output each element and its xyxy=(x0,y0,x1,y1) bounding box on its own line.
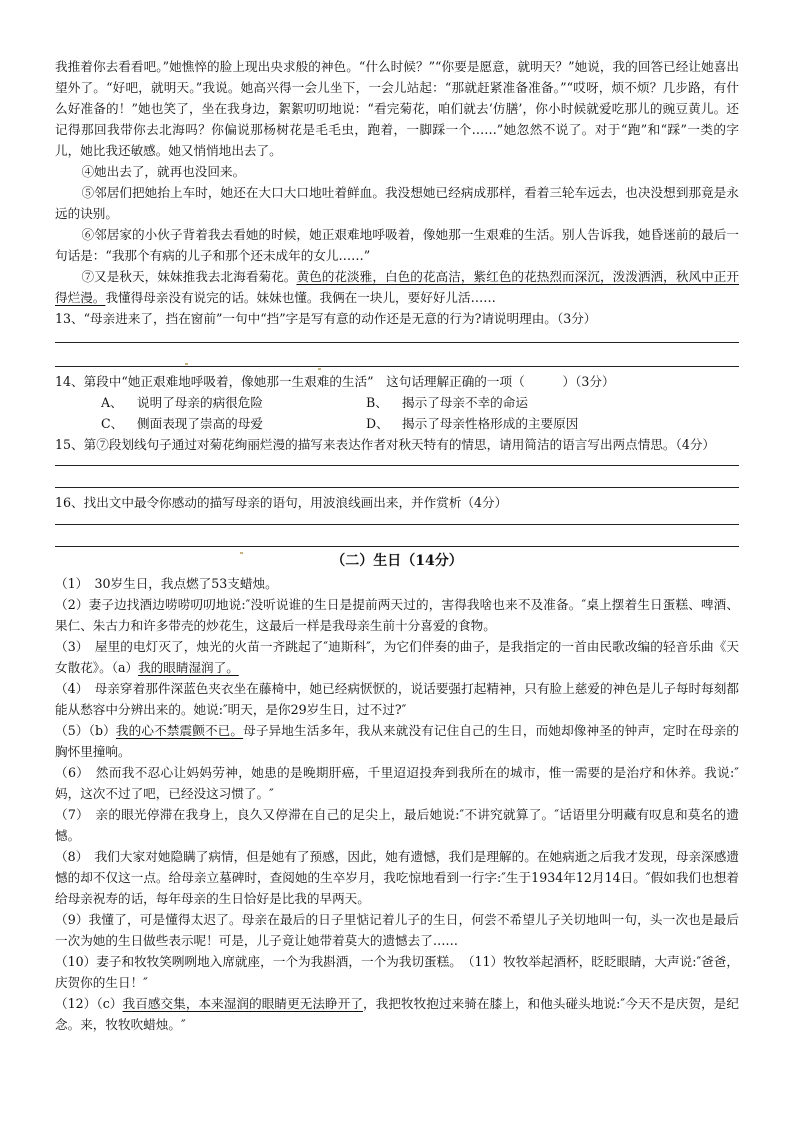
question-13: 13、“母亲进来了，挡在窗前”一句中“挡”字是写有意的动作还是无意的行为?请说明理由。（3分） xyxy=(55,311,597,326)
paragraph-7-underlined: 黄色的花淡雅，白色的花高洁，紫红色的花热烈而深沉，泼泼洒洒，秋风中正开得烂漫。 xyxy=(55,269,740,305)
option-d[interactable]: D、 揭示了母亲性格形成的主要原因 xyxy=(366,416,579,431)
option-a[interactable]: A、 说明了母亲的病很危险 xyxy=(101,395,263,410)
paragraph-3: 我推着你去看看吧。”她憔悴的脸上现出央求般的神色。“什么时候？”“你要是愿意，就明天？”她说，我的回答已经让她喜出望外了。“好吧，就明天。”我说。她高兴得一会儿坐下，一会儿站起：“那就赶紧准备准备。”“哎呀，烦不烦？几步路，有什么好准备的！”她也笑了，坐在我身边，絮絮叨叨地说：“看完菊花，咱们就去‘仿膳’，你小时候就爱吃那儿的豌豆黄儿。还记得那回我带你去北海吗？你偏说那杨树花是毛毛虫，跑着，一脚踩一个……”她忽然不说了。对于“跑”和“踩”一类的字儿，她比我还敏感。她又悄悄地出去了。 xyxy=(55,59,739,158)
paragraph-5: ⑤邻居们把她抬上车时，她还在大口大口地吐着鲜血。我没想她已经病成那样，看着三轮车远去，也决没想到那竟是永远的诀别。 xyxy=(55,185,739,221)
birthday-paragraph-9: （9）我懂了，可是懂得太迟了。母亲在最后的日子里惦记着儿子的生日，何尝不希望儿子关切地叫一句，头一次也是最后一次为她的生日做些表示呢！可是，儿子竟让她带着莫大的遗憾去了…… xyxy=(55,912,739,948)
question-14-options xyxy=(101,392,739,434)
birthday-paragraph-5: （5）（b）我的心不禁震颤不已。母子异地生活多年，我从来就没有记住自己的生日，而她却像神圣的钟声，定时在母亲的胸怀里撞响。 xyxy=(55,723,739,759)
birthday-paragraph-10-11: （10）妻子和牧牧笑咧咧地入席就座，一个为我斟酒，一个为我切蛋糕。 （11）牧牧举起酒杯，眨眨眼睛，大声说:″爸爸，庆贺你的生日！″ xyxy=(55,954,739,990)
scan-speck xyxy=(318,368,321,370)
birthday-paragraph-2: （2）妻子边找酒边唠唠叨叨地说:″没听说谁的生日是提前两天过的，害得我啥也来不及准备。″桌上摆着生日蛋糕、啤酒、果仁、朱古力和许多带壳的炒花生，这最后一样是我母亲生前十分喜爱的食物。 xyxy=(55,597,739,633)
question-14: 14、第段中“她正艰难地呼吸着，像她那一生艰难的生活” 这句话理解正确的一项（ ）（3分） xyxy=(55,374,615,389)
underlined-sentence-c: 我百感交集，本来湿润的眼睛更无法睁开了 xyxy=(122,996,364,1011)
paragraph-7-start: ⑦又是秋天，妹妹推我去北海看菊花。 xyxy=(81,269,297,284)
birthday-paragraph-7: （7） 亲的眼光停滞在我身上，良久又停滞在自己的足尖上，最后她说:″不讲究就算了。″话语里分明藏有叹息和莫名的遗憾。 xyxy=(55,807,739,843)
birthday-paragraph-3: （3） 屋里的电灯灭了，烛光的火苗一齐跳起了″迪斯科″，为它们伴奏的曲子，是我指定的一首由民歌改编的轻音乐曲《天女散花》。（a）我的眼睛湿润了。 xyxy=(55,639,739,675)
scan-speck xyxy=(240,552,243,554)
answer-line-13b[interactable] xyxy=(55,366,739,367)
birthday-paragraph-1: （1） 30岁生日，我点燃了53支蜡烛。 xyxy=(55,576,278,591)
birthday-paragraph-4: （4） 母亲穿着那件深蓝色夹衣坐在藤椅中，她已经病恹恹的，说话要强打起精神，只有脸上慈爱的神色是儿子每时每刻都能从愁容中分辨出来的。她说:″明天，是你29岁生日，过不过?″ xyxy=(55,681,739,717)
question-16: 16、找出文中最令你感动的描写母亲的语句，用波浪线画出来，并作赏析（4分） xyxy=(55,495,508,510)
option-c[interactable]: C、 侧面表现了崇高的母爱 xyxy=(101,416,263,431)
answer-line-13a[interactable] xyxy=(55,342,739,343)
underlined-sentence-b: 我的心不禁震颤不已。 xyxy=(115,723,244,738)
question-15: 15、第⑦段划线句子通过对菊花绚丽烂漫的描写来表达作者对秋天特有的情思，请用简洁的语言写出两点情思。（4分） xyxy=(55,437,716,452)
exam-page xyxy=(55,56,739,1035)
answer-line-15b[interactable] xyxy=(55,487,739,488)
paragraph-7-end: 我懂得母亲没有说完的话。妹妹也懂。我俩在一块儿，要好好儿活…… xyxy=(105,290,496,305)
paragraph-4: ④她出去了，就再也没回来。 xyxy=(81,164,246,179)
birthday-paragraph-6: （6） 然而我不忍心让妈妈劳神，她患的是晚期肝癌，千里迢迢投奔到我所在的城市，惟一需要的是治疗和休养。我说:″妈，这次不过了吧，已经没这习惯了。″ xyxy=(55,765,739,801)
option-b[interactable]: B、 揭示了母亲不幸的命运 xyxy=(366,395,528,410)
paragraph-6: ⑥邻居家的小伙子背着我去看她的时候，她正艰难地呼吸着，像她那一生艰难的生活。别人告诉我，她昏迷前的最后一句话是：“我那个有病的儿子和那个还未成年的女儿……” xyxy=(55,227,739,263)
answer-line-15a[interactable] xyxy=(55,465,739,466)
scan-speck xyxy=(185,363,188,365)
underlined-sentence-a: 我的眼睛湿润了。 xyxy=(138,660,239,675)
birthday-paragraph-12: （12）（c）我百感交集，本来湿润的眼睛更无法睁开了，我把牧牧抱过来骑在膝上，和他头碰头地说:″今天不是庆贺，是纪念。来，牧牧吹蜡烛。″ xyxy=(55,996,740,1032)
answer-line-16a[interactable] xyxy=(55,524,739,525)
birthday-paragraph-8: （8） 我们大家对她隐瞒了病情，但是她有了预感，因此，她有遗憾，我们是理解的。在她病逝之后我才发现，母亲深感遗憾的却不仅这一点。给母亲立墓碑时，查阅她的生卒岁月，我吃惊地看到一行字:″生于1934年12月14日。″假如我们也想着给母亲祝寿的话，每年母亲的生日恰好是比我的早两天。 xyxy=(55,849,739,906)
paragraph-7 xyxy=(55,266,739,308)
section-title: （二）生日（14分） xyxy=(331,553,463,569)
answer-line-16b[interactable] xyxy=(55,546,739,547)
